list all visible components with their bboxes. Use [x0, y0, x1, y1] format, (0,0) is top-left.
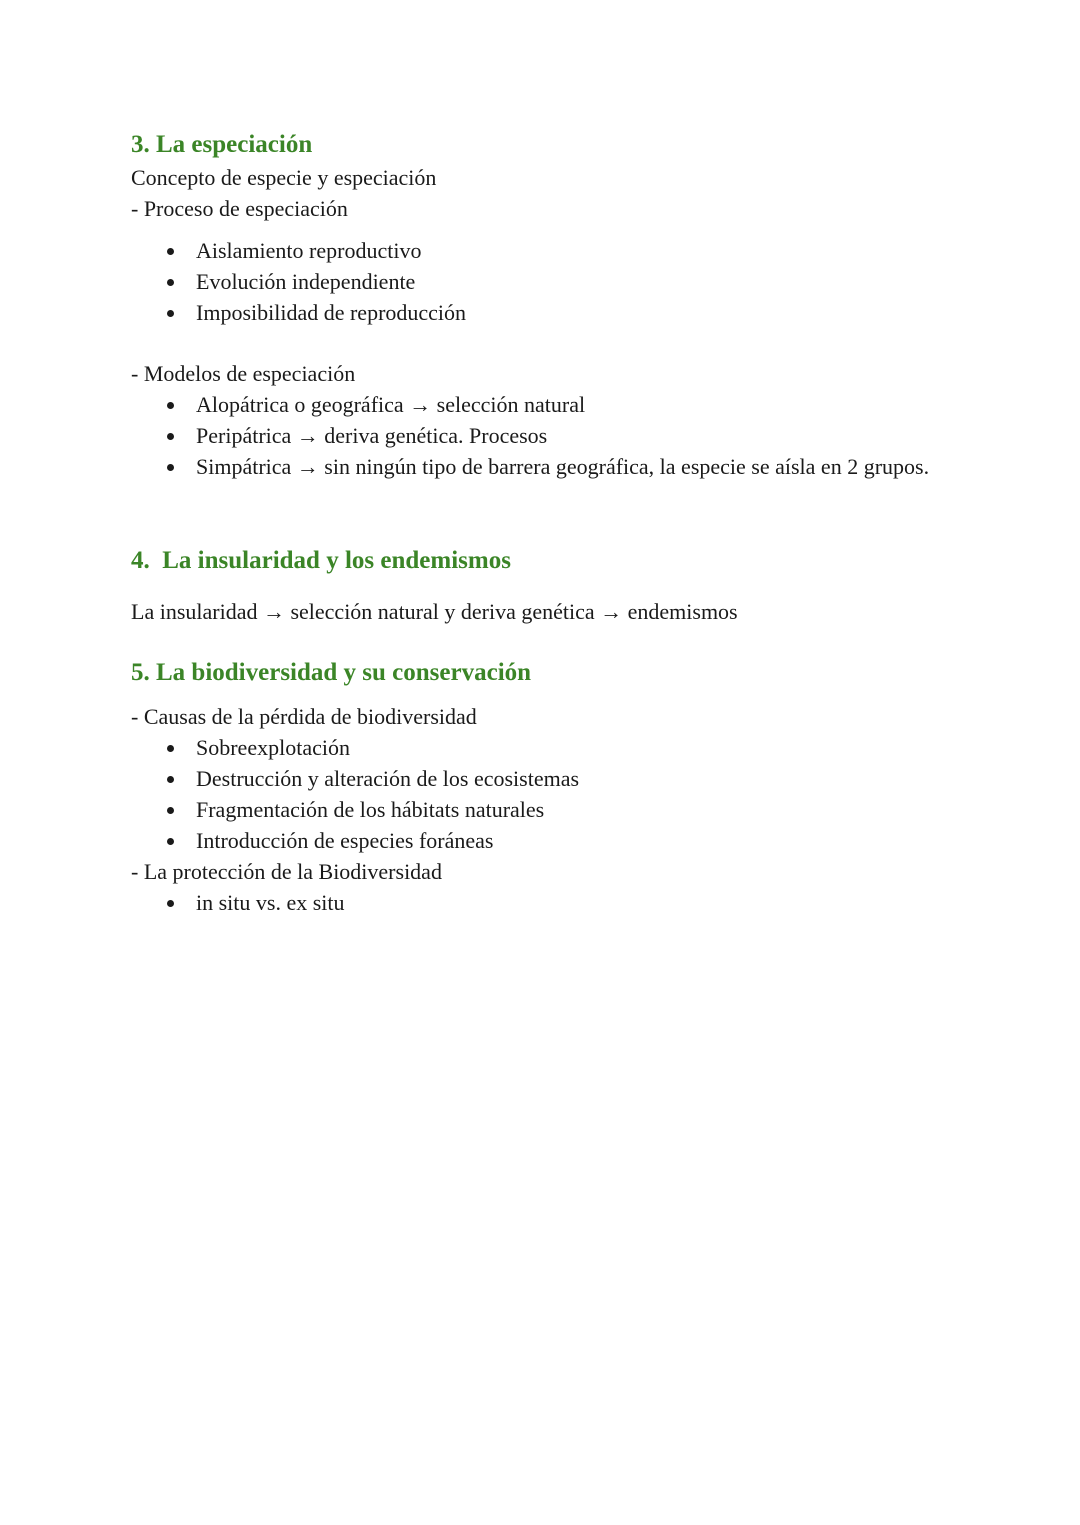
section-heading-insularidad: 4. La insularidad y los endemismos	[131, 547, 511, 574]
list-item: in situ vs. ex situ	[131, 887, 949, 918]
list-item: Destrucción y alteración de los ecosistemas	[131, 763, 949, 794]
list-item: Imposibilidad de reproducción	[131, 297, 949, 328]
bullet-icon	[167, 433, 174, 440]
protection-label: - La protección de la Biodiversidad	[131, 859, 442, 884]
bullet-icon	[167, 745, 174, 752]
models-label: - Modelos de especiación	[131, 361, 356, 386]
section-heading-biodiversidad: 5. La biodiversidad y su conservación	[131, 659, 532, 686]
intro-text: Concepto de especie y especiación	[131, 165, 437, 190]
list-item: Aislamiento reproductivo	[131, 235, 949, 266]
bullet-icon	[167, 310, 174, 317]
bullet-icon	[167, 776, 174, 783]
causes-label: - Causas de la pérdida de biodiversidad	[131, 704, 477, 729]
bullet-icon	[167, 838, 174, 845]
insularidad-text: La insularidad → selección natural y deriva genética → endemismos	[131, 599, 738, 624]
bullet-icon	[167, 807, 174, 814]
list-item: Peripátrica → deriva genética. Procesos	[131, 420, 949, 451]
process-list	[131, 235, 949, 328]
protection-list	[131, 887, 949, 918]
list-item: Evolución independiente	[131, 266, 949, 297]
document-page	[131, 128, 949, 918]
bullet-icon	[167, 464, 174, 471]
causes-list	[131, 732, 949, 856]
list-item: Alopátrica o geográfica → selección natural	[131, 389, 949, 420]
section-heading-especiacion: 3. La especiación	[131, 131, 313, 158]
process-label: - Proceso de especiación	[131, 196, 348, 221]
bullet-icon	[167, 279, 174, 286]
bullet-icon	[167, 900, 174, 907]
list-item: Fragmentación de los hábitats naturales	[131, 794, 949, 825]
bullet-icon	[167, 248, 174, 255]
bullet-icon	[167, 402, 174, 409]
models-list	[131, 389, 949, 482]
list-item: Simpátrica → sin ningún tipo de barrera geográfica, la especie se aísla en 2 grupos.	[131, 451, 949, 482]
list-item: Introducción de especies foráneas	[131, 825, 949, 856]
list-item: Sobreexplotación	[131, 732, 949, 763]
